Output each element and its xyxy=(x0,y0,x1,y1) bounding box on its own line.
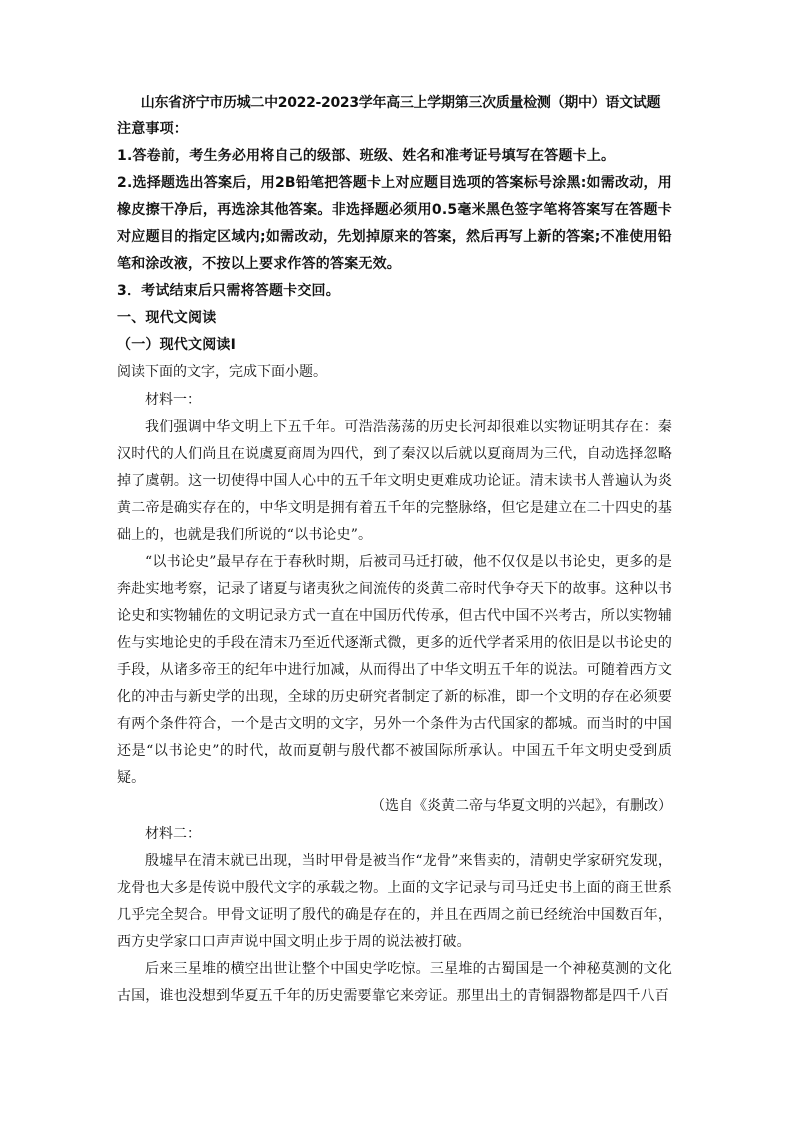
subsection-heading: （一）现代文阅读I xyxy=(117,337,237,353)
notice-item-2: 2.选择题选出答案后，用2B铅笔把答题卡上对应题目选项的答案标号涂黑:如需改动，用橡皮擦干净后，再选涂其他答案。非选择题必须用0.5毫米黑色签字笔将答案写在答题卡对应题目的指定区域内;如需改动，先划掉原来的答案，然后再写上新的答案;不准使用铅笔和涂改液，不按以上要求作答的答案无效。 xyxy=(117,175,672,272)
material-2-paragraph-2: 后来三星堆的横空出世让整个中国史学吃惊。三星堆的古蜀国是一个神秘莫测的文化古国，谁也没想到华夏五千年的历史需要靠它来旁证。那里出土的青铜器物都是四千八百 xyxy=(117,961,672,1004)
notice-item-3: 3．考试结束后只需将答题卡交回。 xyxy=(117,283,340,299)
notice-heading: 注意事项： xyxy=(117,121,188,137)
material-1-paragraph-2: “以书论史”最早存在于春秋时期，后被司马迁打破，他不仅仅是以书论史，更多的是奔赴实地考察，记录了诸夏与诸夷狄之间流传的炎黄二帝时代争夺天下的故事。这种以书论史和实物辅佐的文明记录方式一直在中国历代传承，但古代中国不兴考古，所以实物辅佐与实地论史的手段在清末乃至近代逐渐式微，更多的近代学者采用的依旧是以书论史的手段，从诸多帝王的纪年中进行加减，从而得出了中华文明五千年的说法。可随着西方文化的冲击与新史学的出现，全球的历史研究者制定了新的标准，即一个文明的存在必须要有两个条件符合，一个是古文明的文字，另外一个条件为古代国家的都城。而当时的中国还是“以书论史”的时代，故而夏朝与殷代都不被国际所承认。中国五千年文明史受到质疑。 xyxy=(117,554,672,786)
page-title: 山东省济宁市历城二中2022-2023学年高三上学期第三次质量检测（期中）语文试题 xyxy=(140,95,661,111)
notice-item-1: 1.答卷前，考生务必用将自己的级部、班级、姓名和准考证号填写在答题卡上。 xyxy=(117,148,616,164)
section-heading: 一、现代文阅读 xyxy=(117,310,217,326)
material-1-paragraph-1: 我们强调中华文明上下五千年。可浩浩荡荡的历史长河却很难以实物证明其存在：秦汉时代的人们尚且在说虞夏商周为四代，到了秦汉以后就以夏商周为三代，自动选择忽略掉了虞朝。这一切使得中国人心中的五千年文明史更难成功论证。清末读书人普遍认为炎黄二帝是确实存在的，中华文明是拥有着五千年的完整脉络，但它是建立在二十四史的基础上的，也就是我们所说的“以书论史”。 xyxy=(117,419,672,543)
material-2-paragraph-1: 殷墟早在清末就已出现，当时甲骨是被当作“龙骨”来售卖的，清朝史学家研究发现，龙骨也大多是传说中殷代文字的承载之物。上面的文字记录与司马迁史书上面的商王世系几乎完全契合。甲骨文证明了殷代的确是存在的，并且在西周之前已经统治中国数百年，西方史学家口口声声说中国文明止步于周的说法被打破。 xyxy=(117,853,672,950)
material-2-label: 材料二： xyxy=(145,826,201,842)
material-1-label: 材料一： xyxy=(145,392,201,408)
material-1-source: （选自《炎黄二帝与华夏文明的兴起》，有删改） xyxy=(371,798,672,814)
exam-page xyxy=(117,90,672,1010)
instruction-text: 阅读下面的文字，完成下面小题。 xyxy=(117,364,327,380)
